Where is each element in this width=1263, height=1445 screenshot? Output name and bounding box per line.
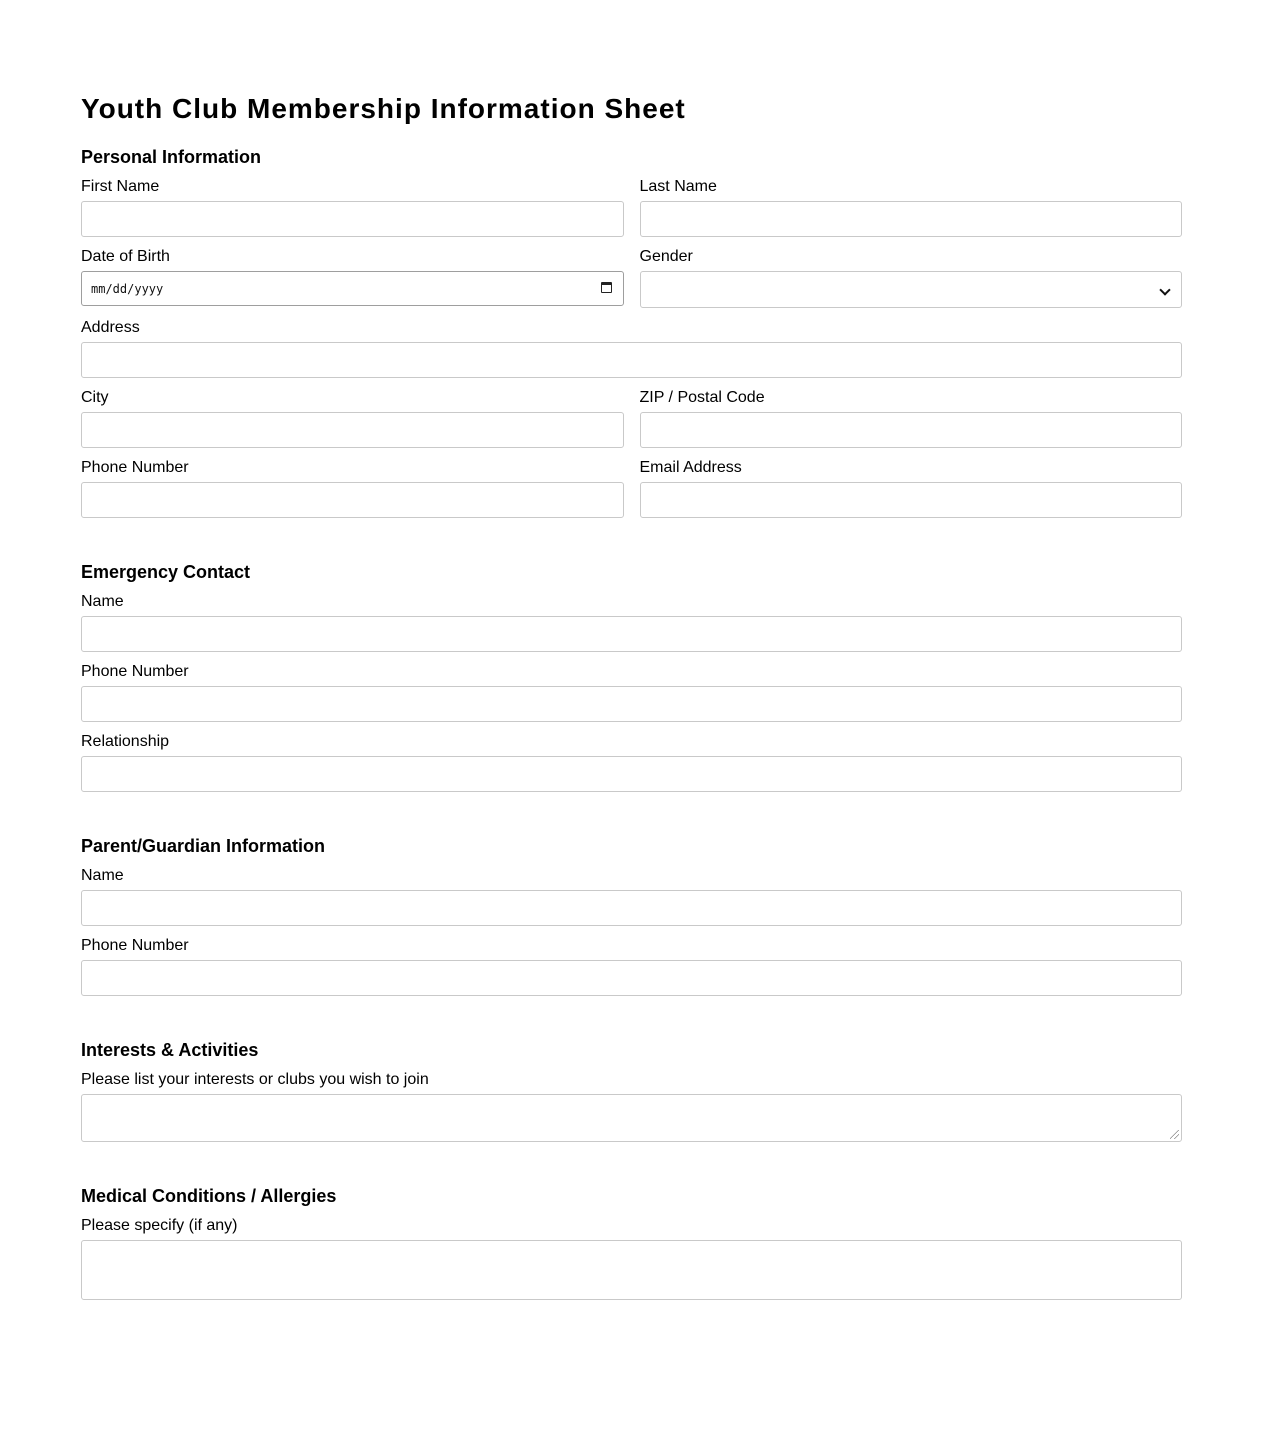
row-name bbox=[81, 177, 1182, 237]
field-zip bbox=[640, 388, 1183, 448]
first-name-label: First Name bbox=[81, 178, 160, 195]
address-input[interactable] bbox=[81, 342, 1182, 378]
emergency-phone-input[interactable] bbox=[81, 686, 1182, 722]
interests-textarea[interactable] bbox=[81, 1094, 1182, 1142]
emergency-name-label: Name bbox=[81, 593, 124, 610]
field-guardian-phone bbox=[81, 936, 1182, 996]
row-emergency-relationship bbox=[81, 732, 1182, 792]
guardian-name-label: Name bbox=[81, 867, 124, 884]
first-name-input[interactable] bbox=[81, 201, 624, 237]
row-medical bbox=[81, 1216, 1182, 1300]
relationship-label: Relationship bbox=[81, 733, 170, 750]
relationship-input[interactable] bbox=[81, 756, 1182, 792]
guardian-name-input[interactable] bbox=[81, 890, 1182, 926]
guardian-phone-input[interactable] bbox=[81, 960, 1182, 996]
row-emergency-name bbox=[81, 592, 1182, 652]
zip-label: ZIP / Postal Code bbox=[639, 389, 765, 406]
calendar-icon[interactable] bbox=[601, 282, 612, 293]
row-guardian-name bbox=[81, 866, 1182, 926]
section-heading: Parent/Guardian Information bbox=[81, 836, 326, 856]
field-address bbox=[81, 318, 1182, 378]
last-name-input[interactable] bbox=[640, 201, 1183, 237]
field-first-name bbox=[81, 177, 624, 237]
dob-input[interactable] bbox=[81, 271, 624, 306]
dob-label: Date of Birth bbox=[81, 248, 170, 265]
row-dob-gender bbox=[81, 247, 1182, 308]
last-name-label: Last Name bbox=[639, 178, 717, 195]
row-address bbox=[81, 318, 1182, 378]
gender-label: Gender bbox=[639, 248, 693, 265]
section-heading: Personal Information bbox=[81, 147, 262, 167]
phone-label: Phone Number bbox=[81, 459, 189, 476]
address-label: Address bbox=[81, 319, 140, 336]
row-interests bbox=[81, 1070, 1182, 1142]
field-email bbox=[640, 458, 1183, 518]
city-label: City bbox=[81, 389, 109, 406]
section-heading: Medical Conditions / Allergies bbox=[81, 1186, 337, 1206]
field-emergency-phone bbox=[81, 662, 1182, 722]
medical-label: Please specify (if any) bbox=[81, 1217, 238, 1234]
emergency-name-input[interactable] bbox=[81, 616, 1182, 652]
field-date-of-birth bbox=[81, 247, 624, 308]
interests-label: Please list your interests or clubs you wish to join bbox=[81, 1071, 429, 1088]
field-city bbox=[81, 388, 624, 448]
email-input[interactable] bbox=[640, 482, 1183, 518]
row-guardian-phone bbox=[81, 936, 1182, 996]
zip-input[interactable] bbox=[640, 412, 1183, 448]
field-emergency-relationship bbox=[81, 732, 1182, 792]
row-emergency-phone bbox=[81, 662, 1182, 722]
section-personal-information bbox=[81, 146, 1182, 518]
page-title: Youth Club Membership Information Sheet bbox=[81, 93, 686, 124]
field-gender bbox=[640, 247, 1183, 308]
membership-form bbox=[81, 90, 1182, 1300]
field-interests bbox=[81, 1070, 1182, 1142]
section-medical bbox=[81, 1185, 1182, 1300]
row-phone-email bbox=[81, 458, 1182, 518]
field-phone bbox=[81, 458, 624, 518]
phone-input[interactable] bbox=[81, 482, 624, 518]
field-emergency-name bbox=[81, 592, 1182, 652]
gender-select[interactable] bbox=[640, 271, 1183, 308]
medical-textarea[interactable] bbox=[81, 1240, 1182, 1300]
email-label: Email Address bbox=[639, 459, 742, 476]
field-guardian-name bbox=[81, 866, 1182, 926]
city-input[interactable] bbox=[81, 412, 624, 448]
guardian-phone-label: Phone Number bbox=[81, 937, 189, 954]
field-last-name bbox=[640, 177, 1183, 237]
row-city-zip bbox=[81, 388, 1182, 448]
section-guardian-information bbox=[81, 835, 1182, 996]
section-interests bbox=[81, 1039, 1182, 1142]
resize-grip-icon[interactable] bbox=[1170, 1130, 1179, 1139]
section-heading: Emergency Contact bbox=[81, 562, 251, 582]
chevron-down-icon bbox=[1159, 284, 1170, 295]
emergency-phone-label: Phone Number bbox=[81, 663, 189, 680]
field-medical bbox=[81, 1216, 1182, 1300]
section-emergency-contact bbox=[81, 561, 1182, 792]
section-heading: Interests & Activities bbox=[81, 1040, 259, 1060]
dob-placeholder: mm/dd/yyyy bbox=[91, 282, 164, 296]
